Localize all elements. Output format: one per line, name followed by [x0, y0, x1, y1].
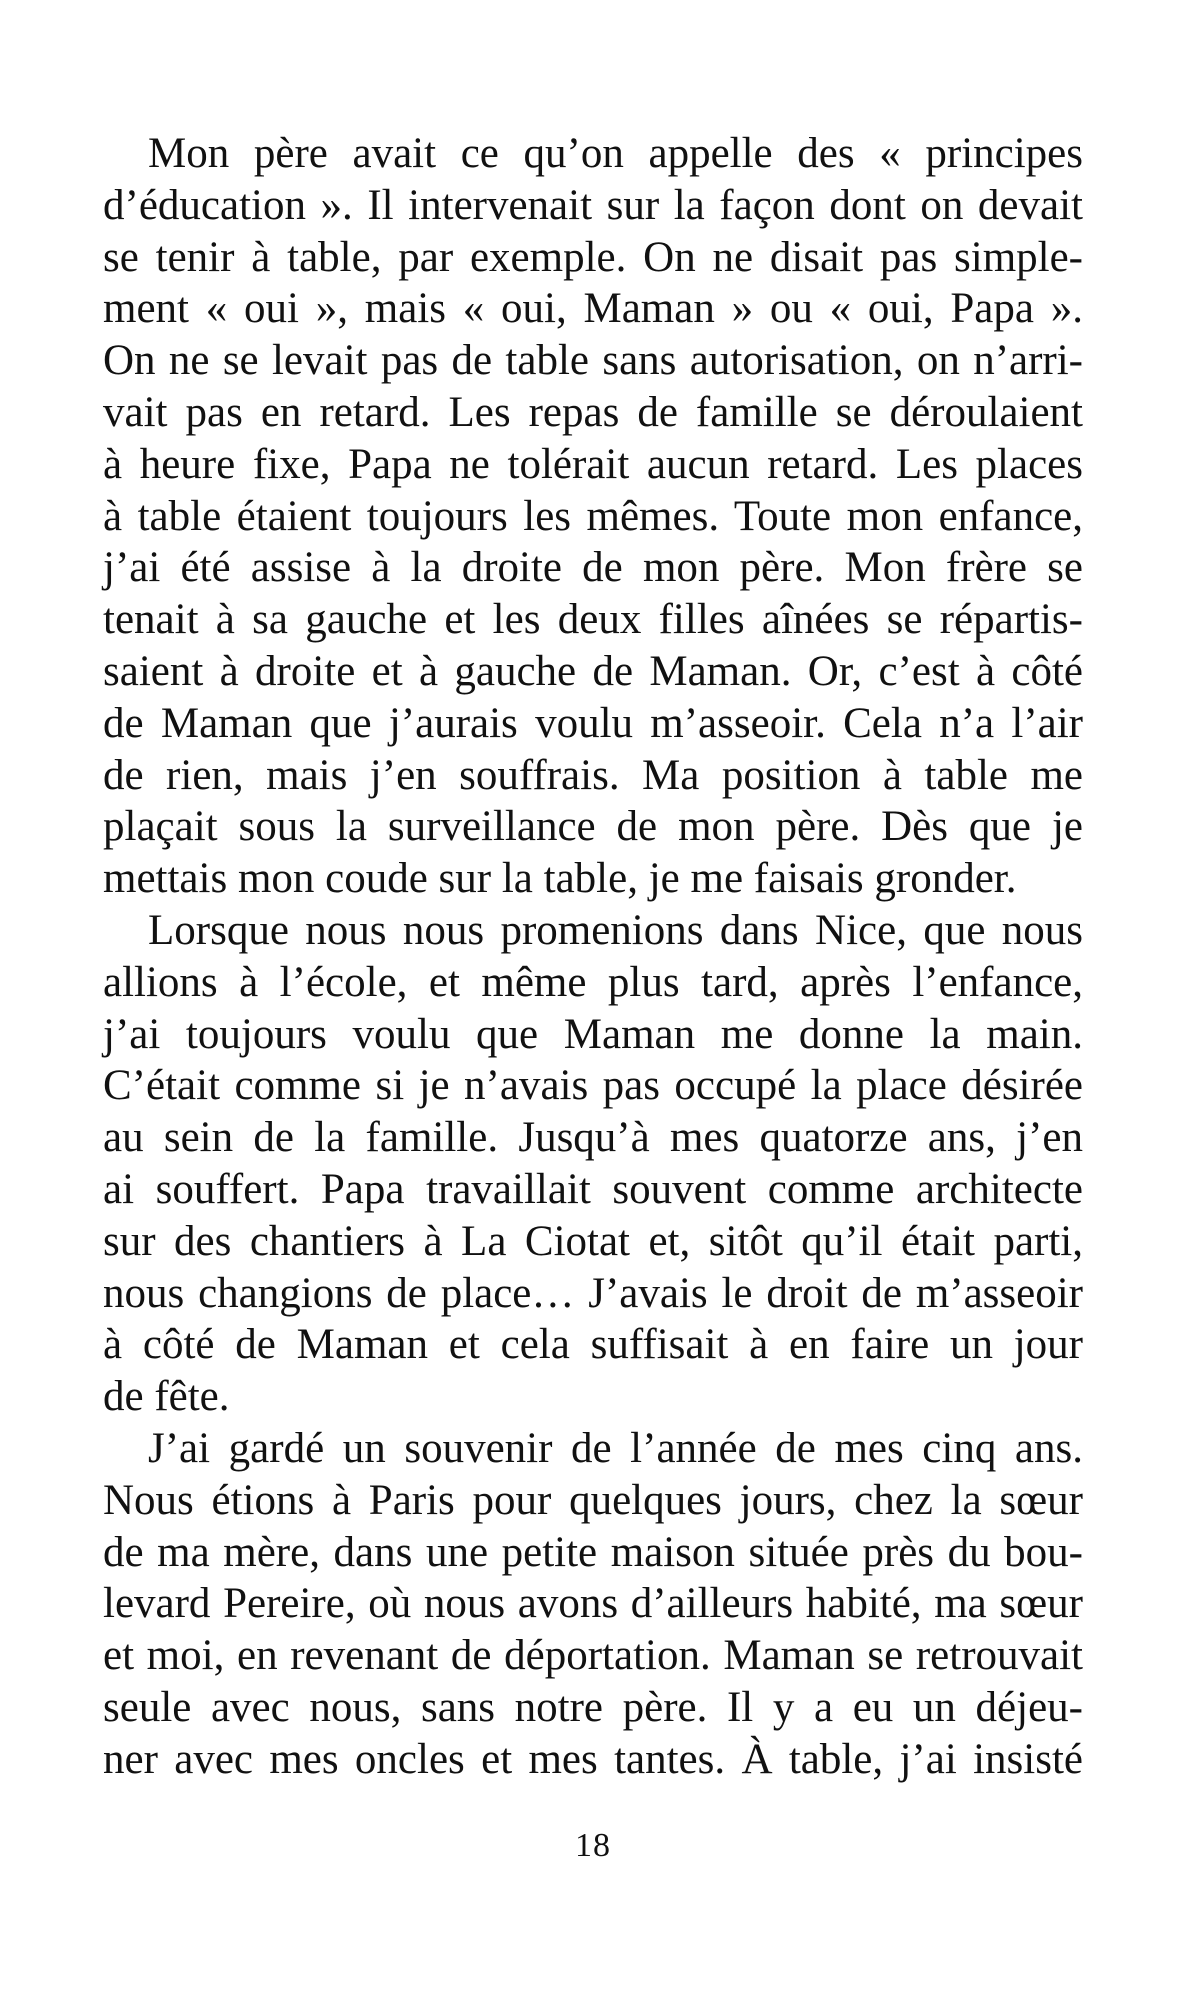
text-line: ai souffert. Papa travaillait souvent comme architecte: [103, 1165, 1083, 1213]
text-line: ment « oui », mais « oui, Maman » ou « oui, Papa ».: [103, 285, 1083, 333]
text-line: On ne se levait pas de table sans autorisation, on n’arri-: [103, 337, 1083, 385]
text-line: allions à l’école, et même plus tard, après l’enfance,: [103, 958, 1083, 1006]
text-line: ner avec mes oncles et mes tantes. À table, j’ai insisté: [103, 1735, 1083, 1783]
paragraph-3: [103, 1423, 1083, 1786]
text-line: Lorsque nous nous promenions dans Nice, que nous: [148, 906, 1083, 954]
text-line: j’ai toujours voulu que Maman me donne la main.: [103, 1010, 1083, 1058]
body-text: [103, 128, 1083, 1786]
text-line: nous changions de place… J’avais le droit de m’asseoir: [103, 1269, 1083, 1317]
text-line: se tenir à table, par exemple. On ne disait pas simple-: [103, 233, 1083, 281]
text-line: Mon père avait ce qu’on appelle des « principes: [148, 130, 1083, 177]
text-line: seule avec nous, sans notre père. Il y a eu un déjeu-: [103, 1683, 1083, 1731]
text-line: mettais mon coude sur la table, je me faisais gronder.: [103, 855, 1017, 903]
text-line: au sein de la famille. Jusqu’à mes quatorze ans, j’en: [103, 1114, 1083, 1162]
paragraph-2: [103, 905, 1083, 1423]
text-line: à table étaient toujours les mêmes. Toute mon enfance,: [103, 492, 1083, 540]
text-line: j’ai été assise à la droite de mon père. Mon frère se: [103, 544, 1083, 592]
text-line: tenait à sa gauche et les deux filles aînées se répartis-: [103, 596, 1083, 644]
text-line: de rien, mais j’en souffrais. Ma position à table me: [103, 751, 1083, 799]
text-line: vait pas en retard. Les repas de famille se déroulaient: [103, 388, 1083, 436]
text-line: et moi, en revenant de déportation. Maman se retrouvait: [103, 1632, 1083, 1680]
text-line: de fête.: [103, 1373, 230, 1421]
text-line: d’éducation ». Il intervenait sur la façon dont on devait: [103, 181, 1083, 229]
text-line: C’était comme si je n’avais pas occupé la place désirée: [103, 1062, 1083, 1110]
paragraph-1: [103, 128, 1083, 905]
text-line: de ma mère, dans une petite maison située près du bou-: [103, 1528, 1083, 1576]
text-line: plaçait sous la surveillance de mon père. Dès que je: [103, 803, 1083, 851]
text-line: saient à droite et à gauche de Maman. Or, c’est à côté: [103, 647, 1083, 695]
text-line: levard Pereire, où nous avons d’ailleurs habité, ma sœur: [103, 1580, 1083, 1628]
text-line: J’ai gardé un souvenir de l’année de mes cinq ans.: [148, 1424, 1083, 1472]
text-line: à heure fixe, Papa ne tolérait aucun retard. Les places: [103, 440, 1083, 488]
page-number: 18: [575, 1827, 611, 1864]
text-line: à côté de Maman et cela suffisait à en faire un jour: [103, 1321, 1083, 1369]
text-line: de Maman que j’aurais voulu m’asseoir. Cela n’a l’air: [103, 699, 1083, 747]
text-line: sur des chantiers à La Ciotat et, sitôt qu’il était parti,: [103, 1217, 1083, 1265]
text-line: Nous étions à Paris pour quelques jours, chez la sœur: [103, 1476, 1083, 1524]
